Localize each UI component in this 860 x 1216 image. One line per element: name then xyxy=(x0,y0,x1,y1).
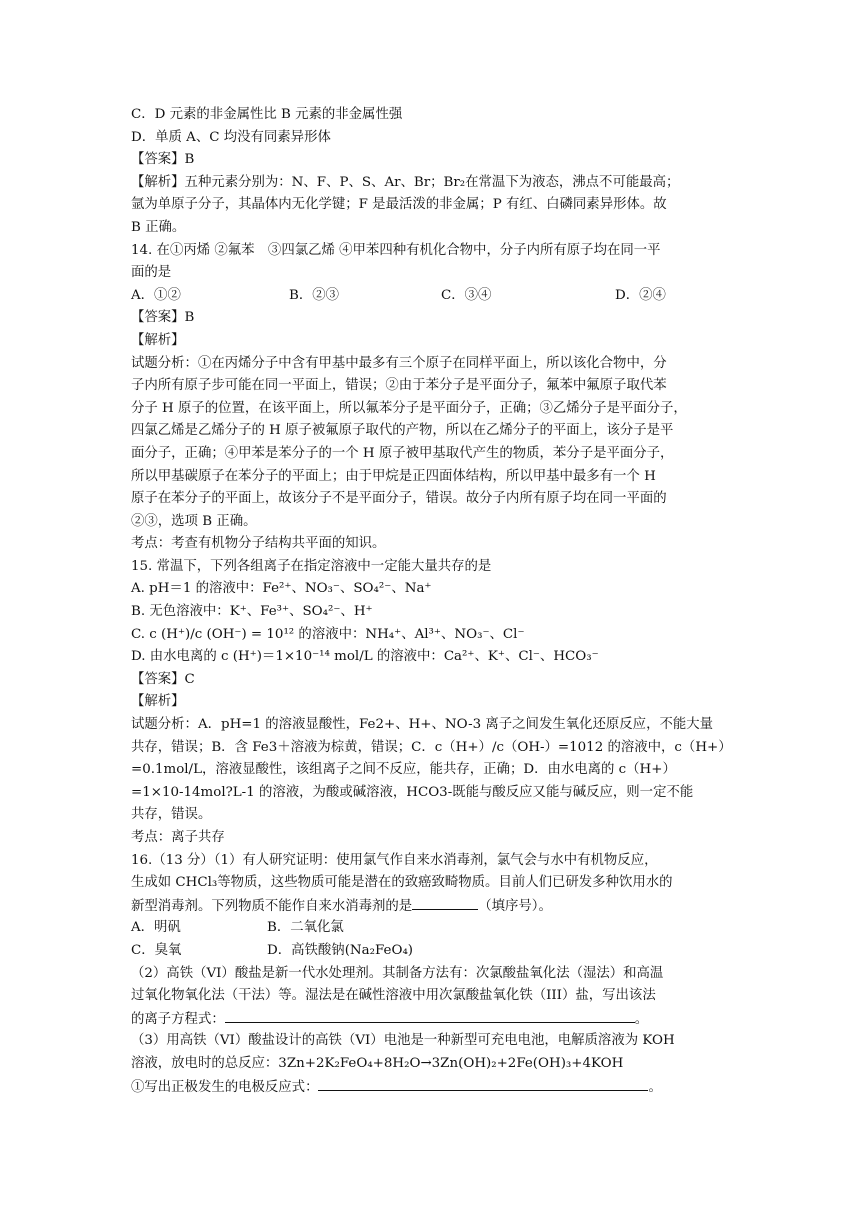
q14-analysis-line: 所以甲基碳原子在苯分子的平面上；由于甲烷是正四面体结构，所以甲基中最多有一个 H xyxy=(131,468,656,484)
q16-part2: 过氧化物氧化法（干法）等。湿法是在碱性溶液中用次氯酸盐氧化铁（III）盐，写出该法 xyxy=(131,988,656,1004)
q15-analysis-line: =1×10-14mol?L-1 的溶液，为酸或碱溶液，HCO3-既能与酸反应又能与碱反应，则一定不能 xyxy=(131,784,694,800)
q16-option-a: A．明矾 xyxy=(131,920,181,936)
q16-option-b: B．二氧化氯 xyxy=(267,920,344,936)
q15-option-d: D. 由水电离的 c (H⁺)＝1×10⁻¹⁴ mol/L 的溶液中：Ca²⁺、K⁺、Cl⁻、HCO₃⁻ xyxy=(131,649,599,665)
q16-part3-equation: 溶液，放电时的总反应：3Zn+2K₂FeO₄+8H₂O→3Zn(OH)₂+2Fe(OH)₃+4KOH xyxy=(131,1055,624,1071)
q16-part3: （3）用高铁（VI）酸盐设计的高铁（VI）电池是一种新型可充电电池，电解质溶液为 KOH xyxy=(131,1033,675,1049)
q13-answer: 【答案】B xyxy=(131,152,195,168)
q16-part3-text: ①写出正极发生的电极反应式： xyxy=(131,1079,319,1095)
q14-option-b: B．②③ xyxy=(289,287,340,303)
q16-part1-suffix: （填序号）。 xyxy=(478,898,552,914)
q16-part2-prompt xyxy=(131,1008,731,1031)
q16-option-c: C．臭氧 xyxy=(131,942,182,958)
q14-analysis-line: ②③，选项 B 正确。 xyxy=(131,513,257,529)
q15-analysis-line: 试题分析：A．pH=1 的溶液显酸性，Fe2+、H+、NO-3 离子之间发生氧化还原反应，不能大量 xyxy=(131,717,714,733)
q15-answer: 【答案】C xyxy=(131,671,195,687)
q14-answer: 【答案】B xyxy=(131,310,195,326)
q13-analysis-line: B 正确。 xyxy=(131,219,186,235)
q16-part2-text: 的离子方程式： xyxy=(131,1011,225,1027)
q14-option-a: A．①② xyxy=(131,287,181,303)
q13-analysis-line: 【解析】五种元素分别为：N、F、P、S、Ar、Br；Br₂在常温下为液态，沸点不可能最高； xyxy=(131,174,680,190)
q16-part3-prompt xyxy=(131,1076,731,1099)
q16-part2: （2）高铁（VI）酸盐是新一代水处理剂。其制备方法有：次氯酸盐氧化法（湿法）和高温 xyxy=(131,965,664,981)
q15-option-b: B. 无色溶液中：K⁺、Fe³⁺、SO₄²⁻、H⁺ xyxy=(131,604,373,620)
q14-analysis-line: 子内所有原子步可能在同一平面上，错误；②由于苯分子是平面分子，氟苯中氟原子取代苯 xyxy=(131,378,667,394)
q13-option-c: C．D 元素的非金属性比 B 元素的非金属性强 xyxy=(131,107,403,122)
q16-part3-suffix: 。 xyxy=(648,1079,662,1095)
q16-part2-suffix: 。 xyxy=(634,1011,649,1027)
answer-blank[interactable] xyxy=(225,1008,635,1023)
q16-stem: 生成如 CHCl₃等物质，这些物质可能是潜在的致癌致畸物质。目前人们已研发多种饮用水的 xyxy=(131,875,673,891)
q14-stem: 14. 在①丙烯 ②氟苯 ③四氯乙烯 ④甲苯四种有机化合物中，分子内所有原子均在同一平 xyxy=(131,242,661,258)
q14-option-d: D．②④ xyxy=(615,287,666,303)
q16-options-row-2 xyxy=(131,940,731,963)
q14-analysis-line: 四氯乙烯是乙烯分子的 H 原子被氟原子取代的产物，所以在乙烯分子的平面上，该分子是平 xyxy=(131,423,674,439)
q16-stem: 16.（13 分）（1）有人研究证明：使用氯气作自来水消毒剂，氯气会与水中有机物反应， xyxy=(131,852,658,868)
q15-analysis-heading: 【解析】 xyxy=(131,694,185,710)
q14-analysis-heading: 【解析】 xyxy=(131,332,185,348)
q14-stem: 面的是 xyxy=(131,265,172,281)
document-page xyxy=(131,104,731,1098)
q15-analysis-line: 共存，错误。 xyxy=(131,807,212,823)
q15-stem: 15. 常温下，下列各组离子在指定溶液中一定能大量共存的是 xyxy=(131,558,492,574)
q14-option-c: C．③④ xyxy=(441,287,492,303)
q14-options xyxy=(131,285,731,308)
q15-analysis-line: =0.1mol/L，溶液显酸性，该组离子之间不反应，能共存，正确；D．由水电离的 c（H+） xyxy=(131,762,676,778)
q16-part1-text: 新型消毒剂。下列物质不能作自来水消毒剂的是 xyxy=(131,898,413,914)
answer-blank[interactable] xyxy=(318,1076,648,1091)
q14-analysis-line: 面分子，正确；④甲苯是苯分子的一个 H 原子被甲基取代产生的物质，苯分子是平面分子， xyxy=(131,445,674,461)
q16-option-d: D．高铁酸钠(Na₂FeO₄) xyxy=(267,942,414,958)
answer-blank[interactable] xyxy=(412,895,478,910)
q14-knowledge-point: 考点：考查有机物分子结构共平面的知识。 xyxy=(131,536,386,552)
q14-analysis-line: 试题分析：①在丙烯分子中含有甲基中最多有三个原子在同样平面上，所以该化合物中，分 xyxy=(131,355,667,371)
q15-knowledge-point: 考点：离子共存 xyxy=(131,830,225,845)
q15-analysis-line: 共存，错误；B．含 Fe3＋溶液为棕黄，错误；C．c（H+）/c（OH-）=1012 的溶液中，c（H+） xyxy=(131,739,732,755)
q15-option-c: C. c (H⁺)/c (OH⁻) = 10¹² 的溶液中：NH₄⁺、Al³⁺、NO₃⁻、Cl⁻ xyxy=(131,626,525,642)
q15-option-a: A. pH＝1 的溶液中：Fe²⁺、NO₃⁻、SO₄²⁻、Na⁺ xyxy=(131,581,432,597)
q13-analysis-line: 氩为单原子分子，其晶体内无化学键；F 是最活泼的非金属；P 有红、白磷同素异形体。故 xyxy=(131,197,667,213)
q13-option-d: D．单质 A、C 均没有同素异形体 xyxy=(131,129,331,145)
q16-part1-prompt xyxy=(131,895,731,918)
q16-options-row-1 xyxy=(131,917,731,940)
q14-analysis-line: 原子在苯分子的平面上，故该分子不是平面分子，错误。故分子内所有原子均在同一平面的 xyxy=(131,491,667,507)
q14-analysis-line: 分子 H 原子的位置，在该平面上，所以氟苯分子是平面分子，正确；③乙烯分子是平面分子， xyxy=(131,400,687,416)
